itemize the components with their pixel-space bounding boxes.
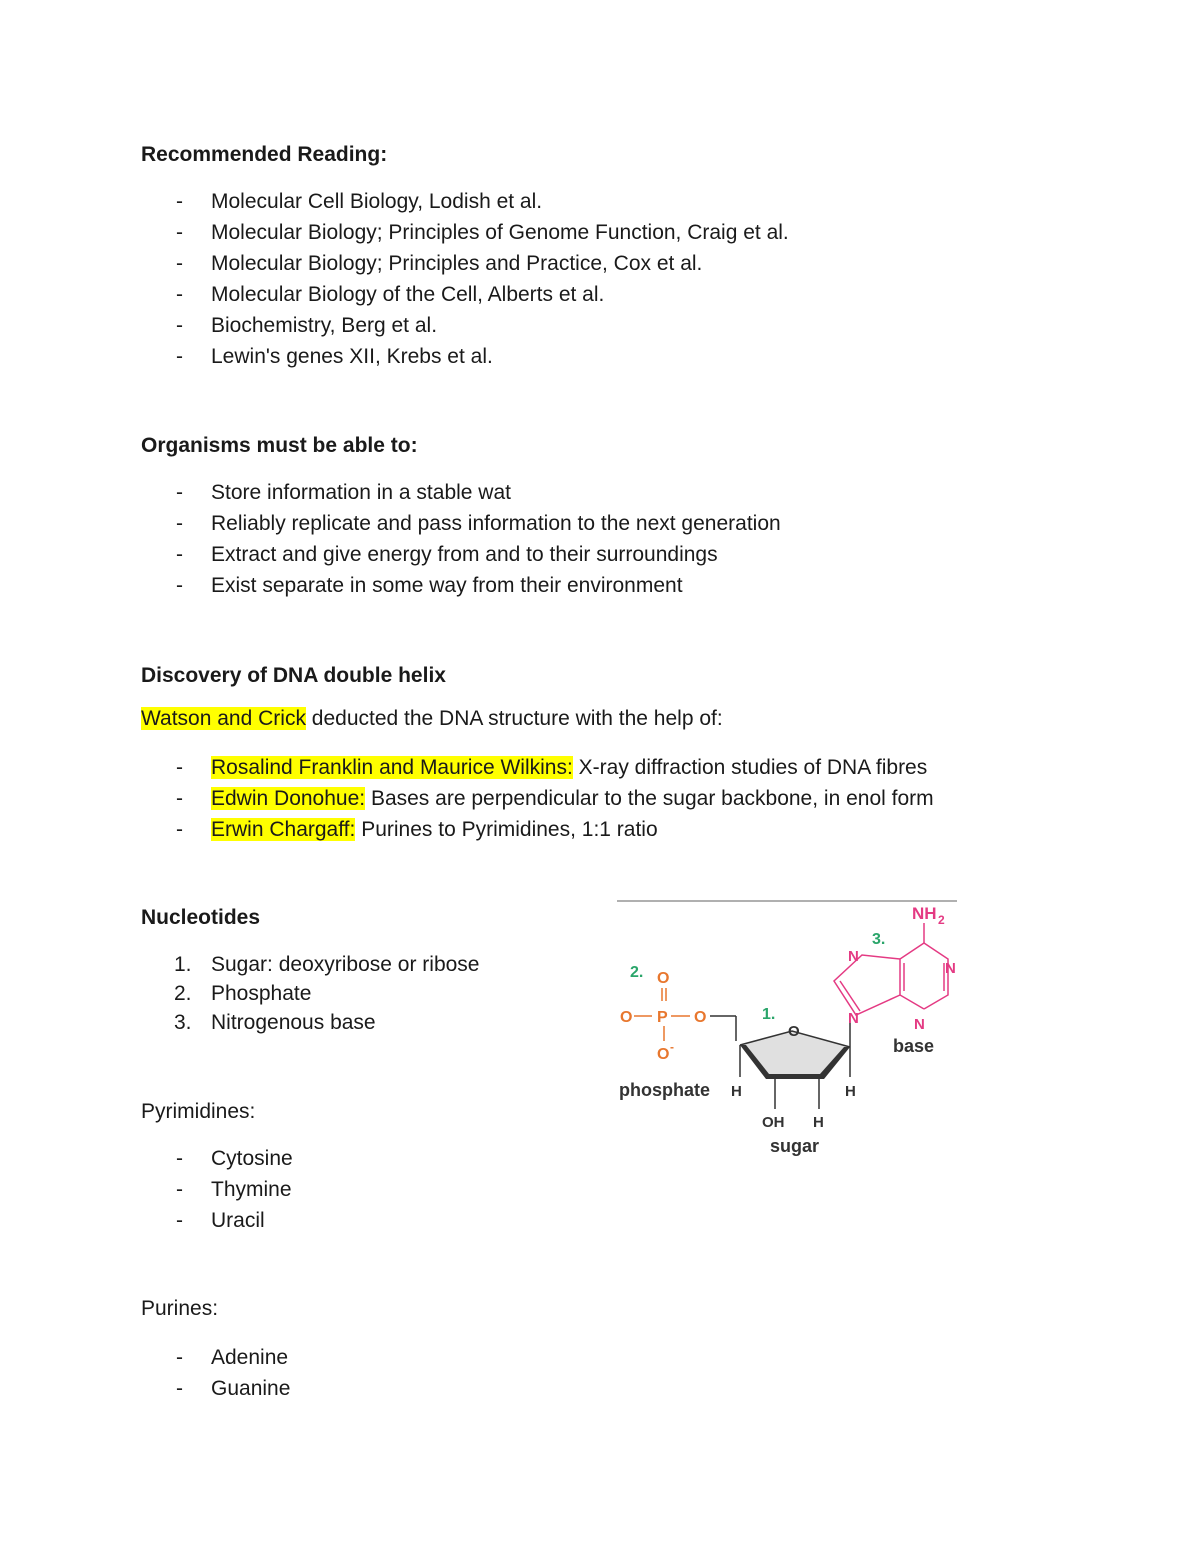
organisms-list bbox=[141, 477, 781, 601]
nucleotides-heading: Nucleotides bbox=[141, 906, 261, 929]
list-number: 1. bbox=[174, 953, 192, 976]
item-text: Purines to Pyrimidines, 1:1 ratio bbox=[355, 818, 658, 841]
item-text: Sugar: deoxyribose or ribose bbox=[211, 953, 480, 976]
nucleotide-structure-svg bbox=[612, 895, 962, 1165]
list-item: - Adenine bbox=[141, 1342, 290, 1373]
atom-h-c2: H bbox=[813, 1114, 824, 1131]
list-item bbox=[141, 783, 934, 814]
label-phosphate: phosphate bbox=[619, 1080, 711, 1100]
nucleotide-diagram bbox=[612, 895, 962, 1165]
list-item: - Molecular Biology; Principles and Practice, Cox et al. bbox=[141, 248, 789, 279]
list-item: - Biochemistry, Berg et al. bbox=[141, 310, 789, 341]
atom-n3: N bbox=[914, 1016, 925, 1033]
label-number-3: 3. bbox=[872, 931, 886, 948]
list-item: - Extract and give energy from and to their surroundings bbox=[141, 539, 781, 570]
label-sugar: sugar bbox=[770, 1136, 820, 1156]
discovery-intro bbox=[141, 707, 723, 731]
list-item: - Molecular Biology of the Cell, Alberts et al. bbox=[141, 279, 789, 310]
list-number: 3. bbox=[174, 1011, 192, 1034]
list-item: - Molecular Biology; Principles of Genome Function, Craig et al. bbox=[141, 217, 789, 248]
list-item bbox=[141, 979, 479, 1008]
label-number-2: 2. bbox=[630, 964, 644, 981]
atom-n7: N bbox=[848, 948, 859, 965]
atom-h-c1: H bbox=[845, 1083, 856, 1100]
discovery-list bbox=[141, 752, 934, 845]
atom-o-right: O bbox=[694, 1009, 707, 1026]
list-item: - Reliably replicate and pass information to the next generation bbox=[141, 508, 781, 539]
list-item: - Uracil bbox=[141, 1205, 293, 1236]
highlighted-name: Watson and Crick bbox=[141, 707, 306, 730]
organisms-heading: Organisms must be able to: bbox=[141, 434, 418, 457]
list-item: - Store information in a stable wat bbox=[141, 477, 781, 508]
atom-o-bottom: O bbox=[657, 1046, 670, 1063]
recommended-reading-list bbox=[141, 186, 789, 372]
list-item bbox=[141, 814, 934, 845]
atom-h-c4: H bbox=[731, 1083, 742, 1100]
list-item bbox=[141, 1008, 479, 1037]
highlighted-name: Erwin Chargaff: bbox=[211, 818, 356, 841]
base-ring-five bbox=[834, 955, 900, 1015]
nucleotides-list bbox=[141, 950, 479, 1037]
item-text: X-ray diffraction studies of DNA fibres bbox=[572, 756, 928, 779]
list-item: - Thymine bbox=[141, 1174, 293, 1205]
highlighted-name: Rosalind Franklin and Maurice Wilkins: bbox=[211, 756, 573, 779]
list-item bbox=[141, 752, 934, 783]
label-base: base bbox=[893, 1036, 935, 1056]
atom-o-top: O bbox=[657, 970, 670, 987]
item-text: Phosphate bbox=[211, 982, 312, 1005]
discovery-heading: Discovery of DNA double helix bbox=[141, 664, 446, 687]
label-number-1: 1. bbox=[762, 1006, 776, 1023]
atom-nh2: NH bbox=[912, 904, 937, 923]
intro-text: deducted the DNA structure with the help of: bbox=[305, 707, 723, 730]
atom-o-ring: O bbox=[788, 1023, 800, 1040]
list-item: - Exist separate in some way from their environment bbox=[141, 570, 781, 601]
atom-o-left: O bbox=[620, 1009, 633, 1026]
list-item: - Lewin's genes XII, Krebs et al. bbox=[141, 341, 789, 372]
charge-minus: - bbox=[670, 1040, 674, 1054]
purines-list bbox=[141, 1342, 290, 1404]
recommended-reading-heading: Recommended Reading: bbox=[141, 143, 388, 166]
pyrimidines-list bbox=[141, 1143, 293, 1236]
list-item: - Cytosine bbox=[141, 1143, 293, 1174]
item-text: Nitrogenous base bbox=[211, 1011, 376, 1034]
highlighted-name: Edwin Donohue: bbox=[211, 787, 366, 810]
atom-nh2-subscript: 2 bbox=[938, 913, 945, 927]
list-item: - Molecular Cell Biology, Lodish et al. bbox=[141, 186, 789, 217]
item-text: Bases are perpendicular to the sugar backbone, in enol form bbox=[365, 787, 934, 810]
list-item: - Guanine bbox=[141, 1373, 290, 1404]
atom-p: P bbox=[657, 1009, 668, 1026]
atom-n9: N bbox=[848, 1010, 859, 1027]
purines-heading: Purines: bbox=[141, 1297, 219, 1320]
list-item bbox=[141, 950, 479, 979]
atom-n1: N bbox=[945, 960, 956, 977]
list-number: 2. bbox=[174, 982, 192, 1005]
atom-oh: OH bbox=[762, 1114, 785, 1131]
pyrimidines-heading: Pyrimidines: bbox=[141, 1100, 256, 1123]
